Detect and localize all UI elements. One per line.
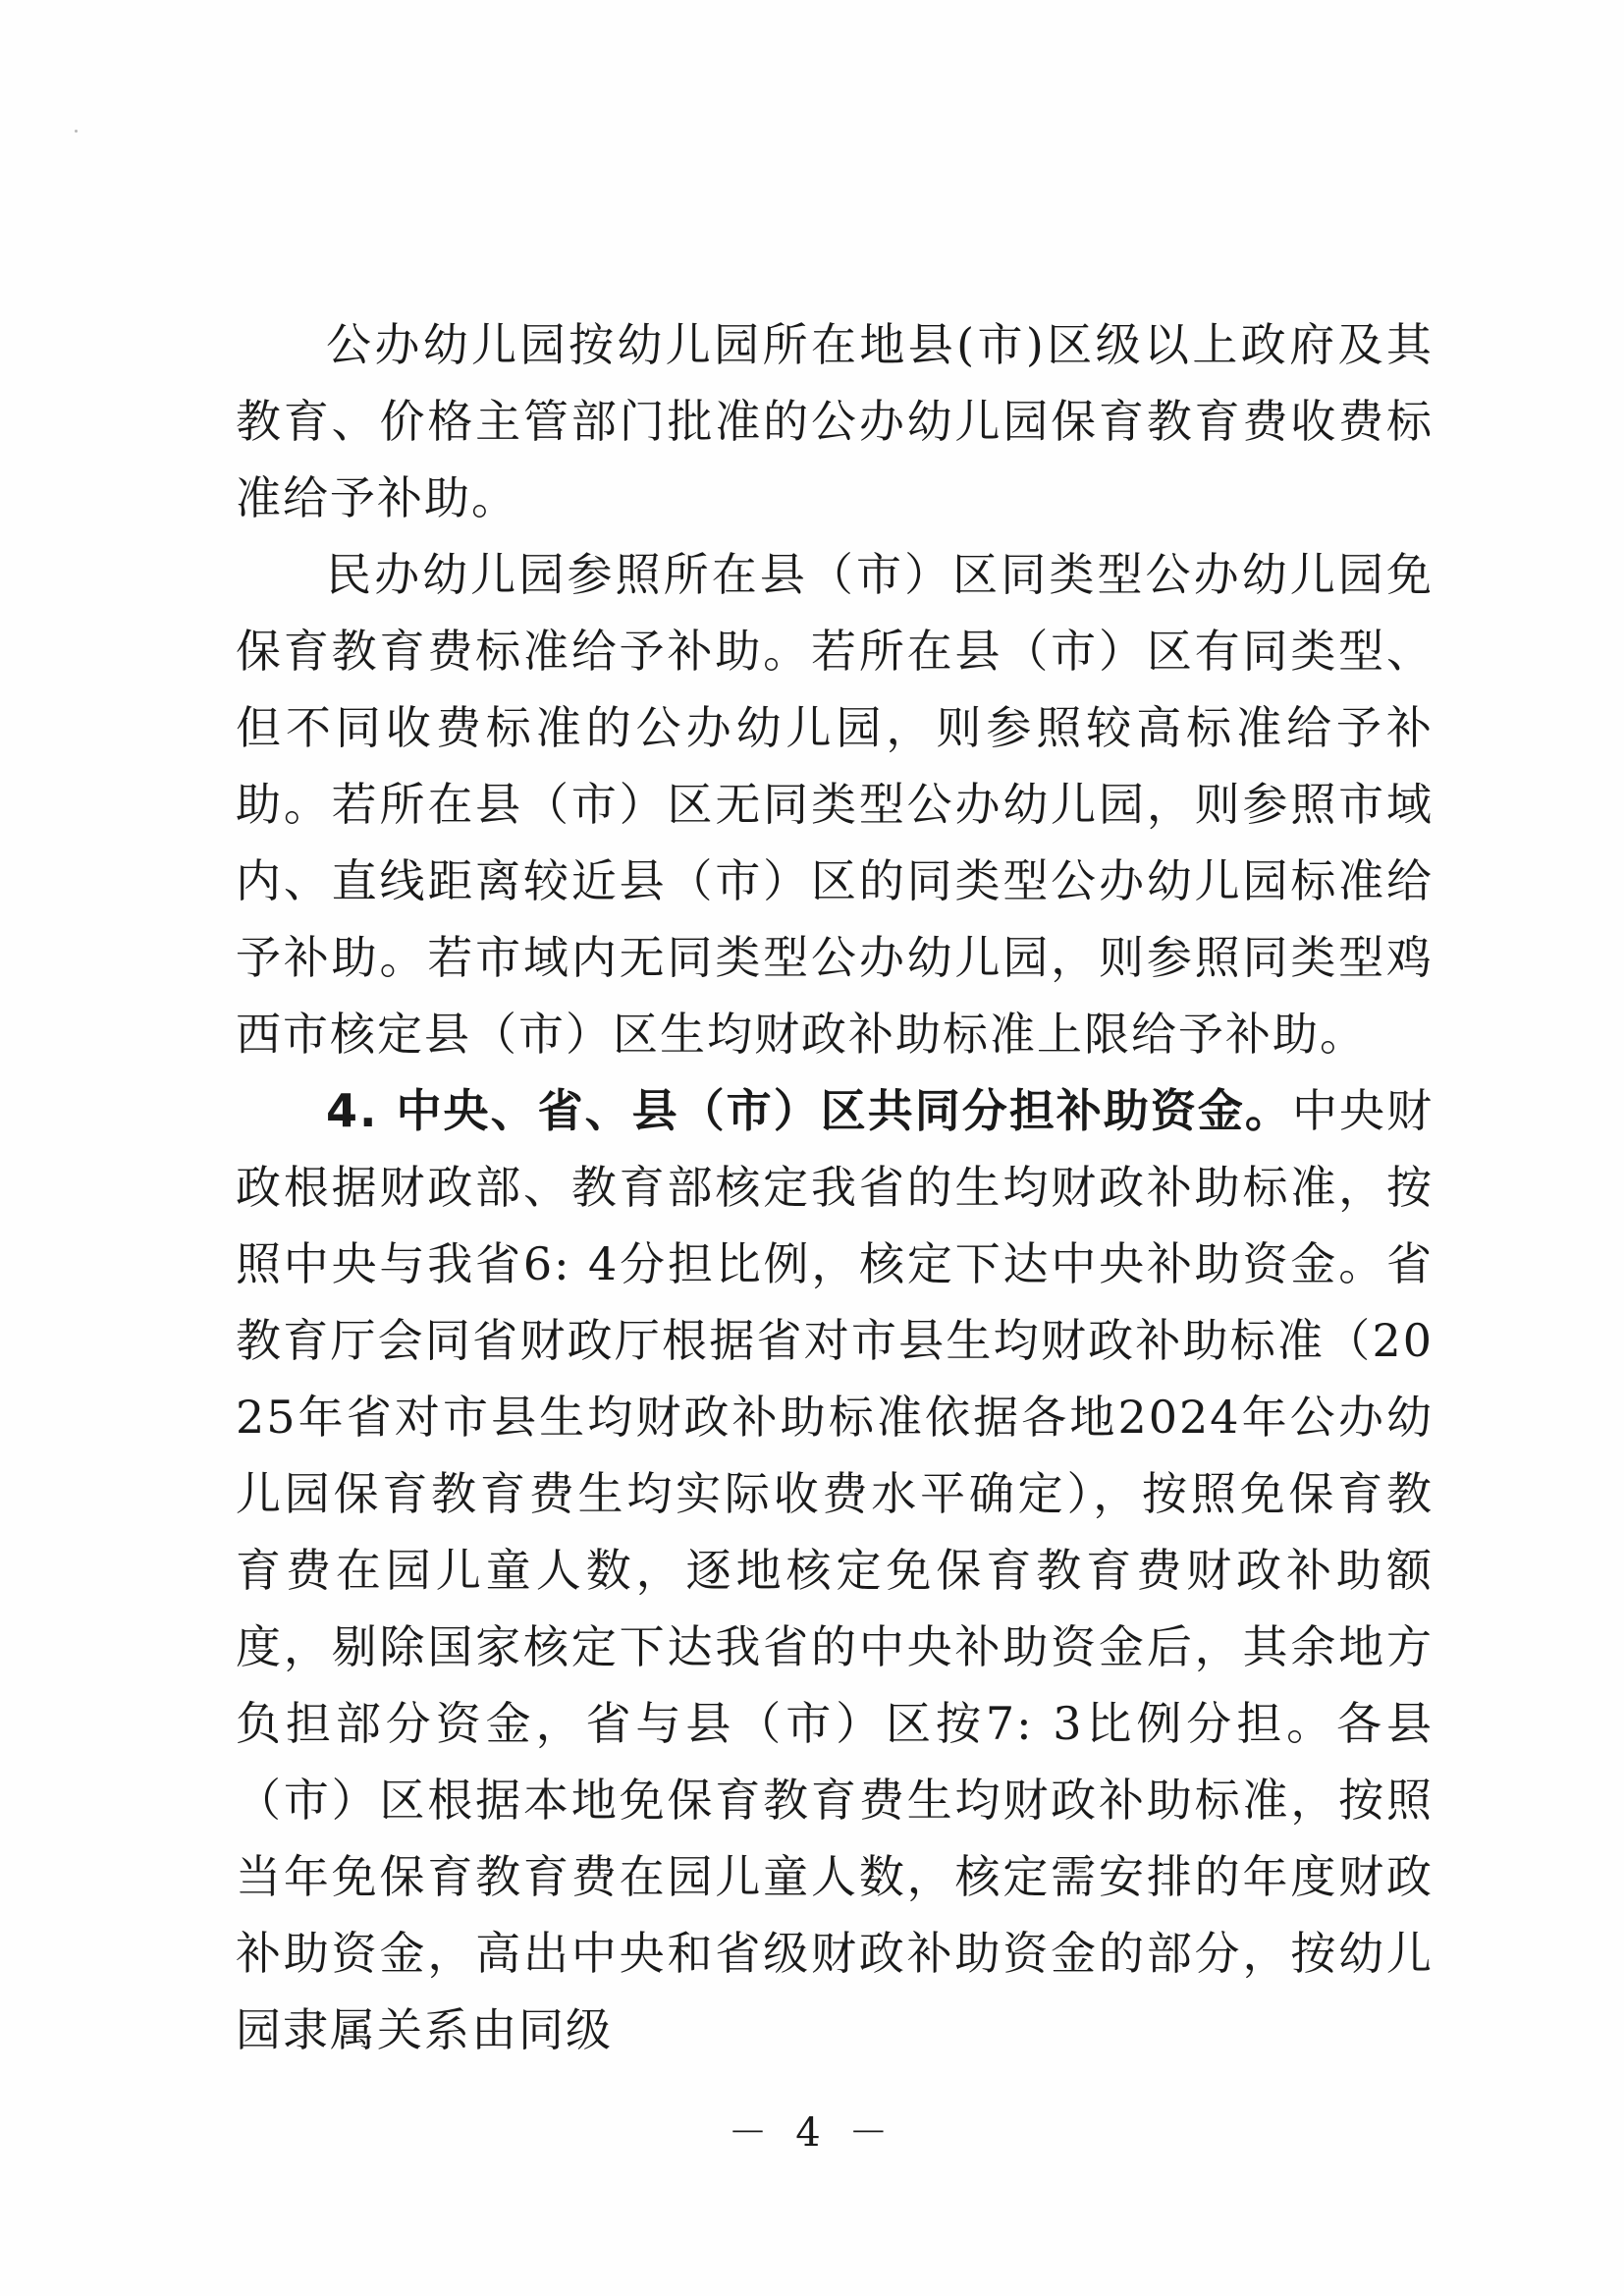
page-number: － 4 －	[728, 2110, 896, 2156]
section-heading: 4. 中央、省、县（市）区共同分担补助资金。	[326, 1084, 1292, 1137]
paragraph-text: 中央财政根据财政部、教育部核定我省的生均财政补助标准，按照中央与我省6: 4分担比例，核定下达中央补助资金。省教育厅会同省财政厅根据省对市县生均财政补助标准（2025年省对市县生均财政补助标准依据各地2024年公办幼儿园保育教育费生均实际收费水平确定），按照免保育教育费在园儿童人数，逐地核定免保育教育费财政补助额度，剔除国家核定下达我省的中央补助资金后，其余地方负担部分资金，省与县（市）区按7: 3比例分担。各县（市）区根据本地免保育教育费生均财政补助标准，按照当年免保育教育费在园儿童人数，核定需安排的年度财政补助资金，高出中央和省级财政补助资金的部分，按幼儿园隶属关系由同级	[236, 1084, 1434, 2056]
body-text	[236, 306, 1434, 2068]
paragraph-funding-sharing	[236, 1072, 1434, 2068]
paragraph-public-kindergarten	[236, 306, 1434, 536]
scan-speck	[75, 130, 78, 133]
paragraph-text: 公办幼儿园按幼儿园所在地县(市)区级以上政府及其教育、价格主管部门批准的公办幼儿园保育教育费收费标准给予补助。	[236, 318, 1434, 524]
paragraph-text: 民办幼儿园参照所在县（市）区同类型公办幼儿园免保育教育费标准给予补助。若所在县（市）区有同类型、但不同收费标准的公办幼儿园，则参照较高标准给予补助。若所在县（市）区无同类型公办幼儿园，则参照市域内、直线距离较近县（市）区的同类型公办幼儿园标准给予补助。若市域内无同类型公办幼儿园，则参照同类型鸡西市核定县（市）区生均财政补助标准上限给予补助。	[236, 548, 1434, 1061]
paragraph-private-kindergarten	[236, 536, 1434, 1072]
